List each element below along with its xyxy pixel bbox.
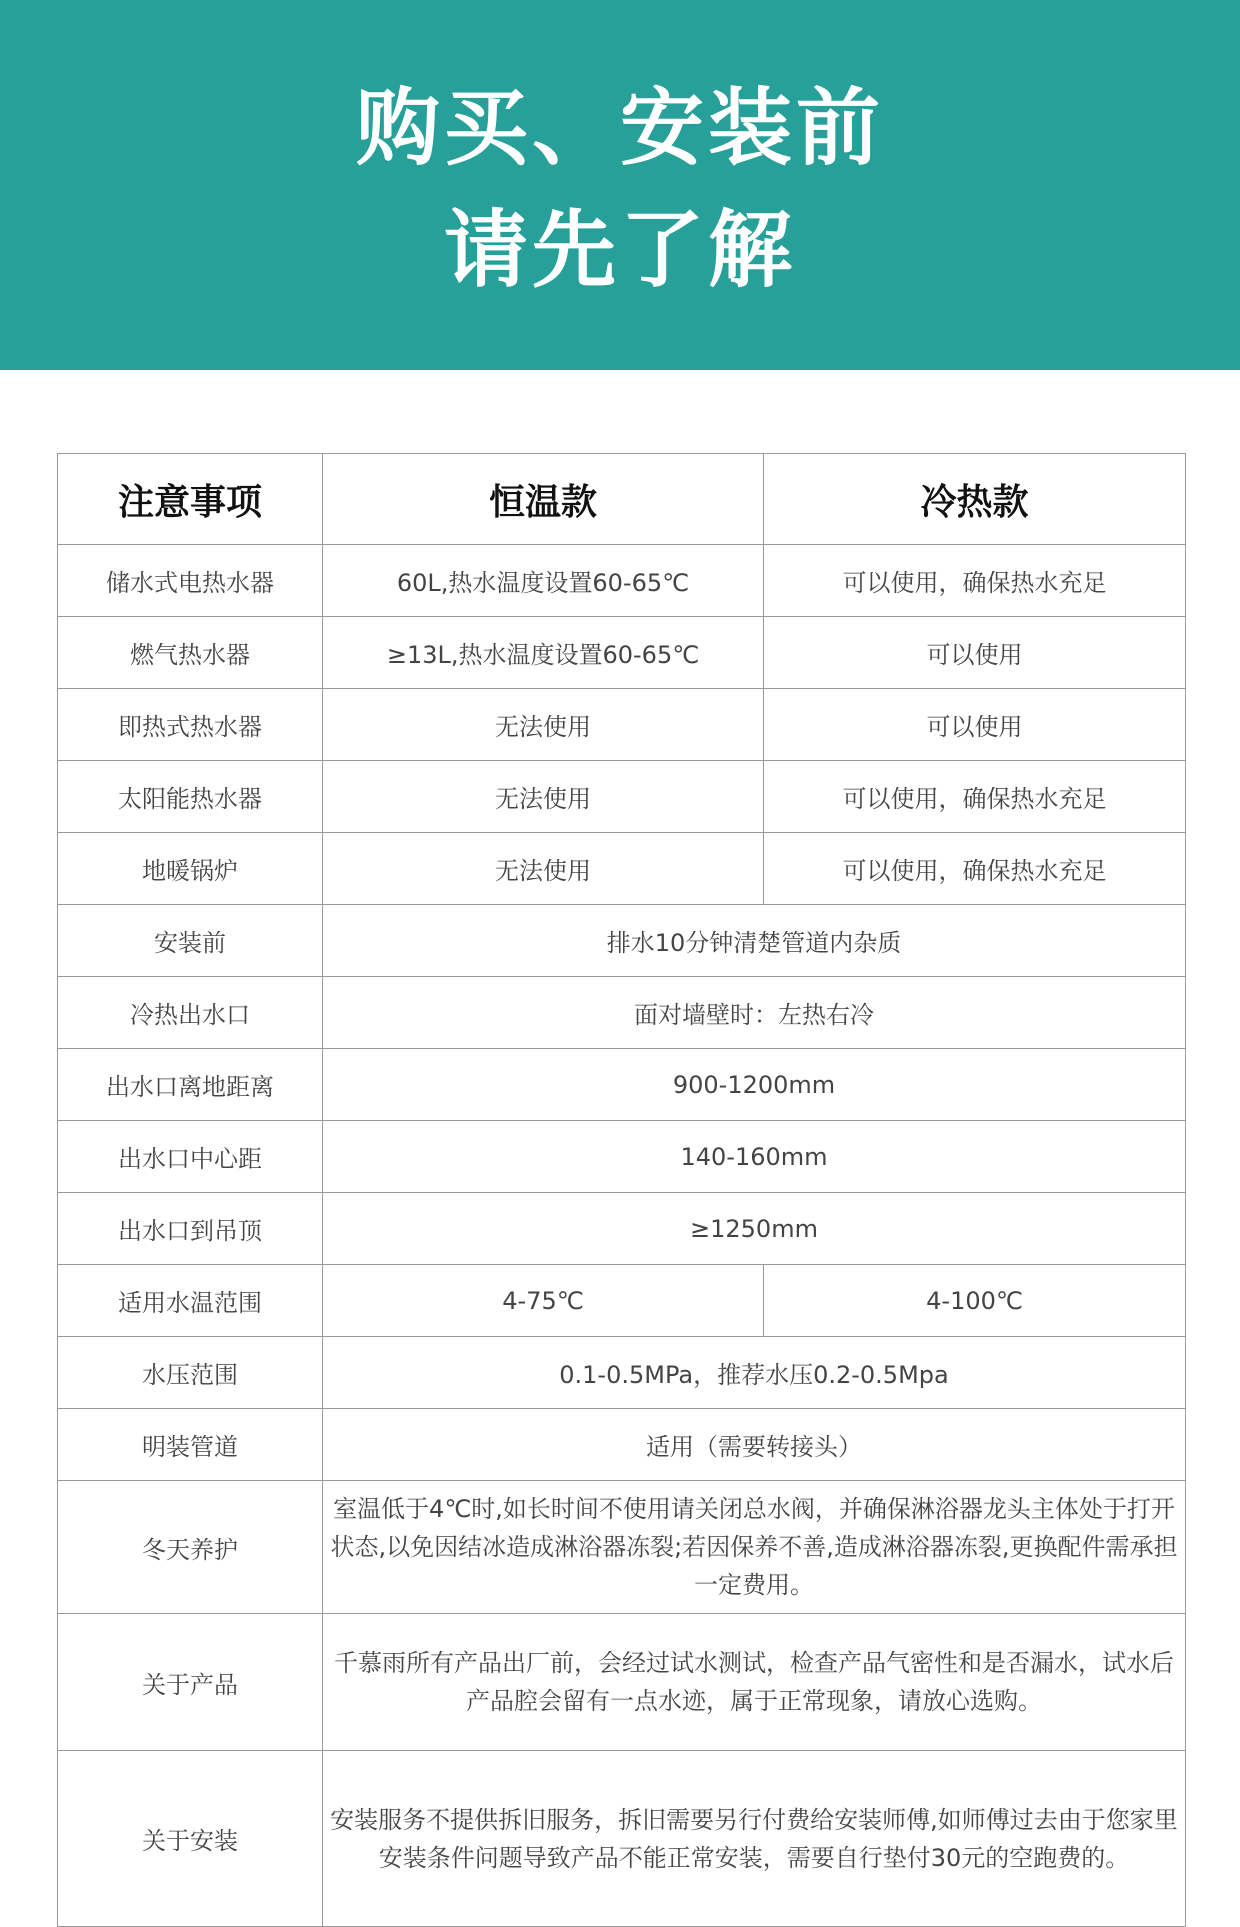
row-label: 明装管道 <box>58 1409 323 1481</box>
row-cell-thermostatic: 4-75℃ <box>323 1265 764 1337</box>
table-row <box>58 1193 1186 1265</box>
row-cell-thermostatic: 无法使用 <box>323 689 764 761</box>
row-cell-hot-cold: 可以使用 <box>764 617 1186 689</box>
row-label: 安装前 <box>58 905 323 977</box>
header-banner <box>0 0 1240 370</box>
row-cell-merged: ≥1250mm <box>323 1193 1186 1265</box>
table-row <box>58 833 1186 905</box>
row-cell-hot-cold: 可以使用，确保热水充足 <box>764 833 1186 905</box>
row-cell-thermostatic: 无法使用 <box>323 833 764 905</box>
row-label: 冷热出水口 <box>58 977 323 1049</box>
header-notes: 注意事项 <box>58 454 323 545</box>
row-cell-paragraph: 安装服务不提供拆旧服务，拆旧需要另行付费给安装师傅,如师傅过去由于您家里安装条件问题导致产品不能正常安装，需要自行垫付30元的空跑费的。 <box>323 1751 1186 1927</box>
row-cell-merged: 面对墙壁时：左热右冷 <box>323 977 1186 1049</box>
row-cell-hot-cold: 可以使用 <box>764 689 1186 761</box>
table-row <box>58 1481 1186 1614</box>
table-row <box>58 1049 1186 1121</box>
table-row <box>58 1751 1186 1927</box>
row-label: 太阳能热水器 <box>58 761 323 833</box>
spec-table <box>57 453 1186 1927</box>
row-cell-merged: 0.1-0.5MPa，推荐水压0.2-0.5Mpa <box>323 1337 1186 1409</box>
row-cell-thermostatic: 60L,热水温度设置60-65℃ <box>323 545 764 617</box>
table-row <box>58 761 1186 833</box>
row-label: 即热式热水器 <box>58 689 323 761</box>
row-cell-hot-cold: 可以使用，确保热水充足 <box>764 545 1186 617</box>
row-cell-merged: 900-1200mm <box>323 1049 1186 1121</box>
table-row <box>58 689 1186 761</box>
header-title-line2: 请先了解 <box>443 201 796 299</box>
row-label: 出水口到吊顶 <box>58 1193 323 1265</box>
row-cell-paragraph: 室温低于4℃时,如长时间不使用请关闭总水阀，并确保淋浴器龙头主体处于打开状态,以免因结冰造成淋浴器冻裂;若因保养不善,造成淋浴器冻裂,更换配件需承担一定费用。 <box>323 1481 1186 1614</box>
row-label: 冬天养护 <box>58 1481 323 1614</box>
table-row <box>58 617 1186 689</box>
row-cell-thermostatic: 无法使用 <box>323 761 764 833</box>
row-label: 储水式电热水器 <box>58 545 323 617</box>
table-header-row <box>58 454 1186 545</box>
row-cell-merged: 140-160mm <box>323 1121 1186 1193</box>
row-label: 适用水温范围 <box>58 1265 323 1337</box>
table-row <box>58 1409 1186 1481</box>
row-label: 出水口中心距 <box>58 1121 323 1193</box>
row-cell-thermostatic: ≥13L,热水温度设置60-65℃ <box>323 617 764 689</box>
row-cell-merged: 适用（需要转接头） <box>323 1409 1186 1481</box>
table-row <box>58 977 1186 1049</box>
table-row <box>58 1121 1186 1193</box>
row-label: 出水口离地距离 <box>58 1049 323 1121</box>
header-hot-cold: 冷热款 <box>764 454 1186 545</box>
row-label: 关于产品 <box>58 1614 323 1751</box>
table-row <box>58 1337 1186 1409</box>
header-title-line1: 购买、安装前 <box>355 79 884 177</box>
table-row <box>58 1614 1186 1751</box>
table-row <box>58 1265 1186 1337</box>
row-cell-merged: 排水10分钟清楚管道内杂质 <box>323 905 1186 977</box>
row-cell-hot-cold: 4-100℃ <box>764 1265 1186 1337</box>
row-label: 燃气热水器 <box>58 617 323 689</box>
row-label: 水压范围 <box>58 1337 323 1409</box>
row-cell-hot-cold: 可以使用，确保热水充足 <box>764 761 1186 833</box>
header-thermostatic: 恒温款 <box>323 454 764 545</box>
table-row <box>58 545 1186 617</box>
row-label: 关于安装 <box>58 1751 323 1927</box>
table-row <box>58 905 1186 977</box>
row-label: 地暖锅炉 <box>58 833 323 905</box>
row-cell-paragraph: 千慕雨所有产品出厂前，会经过试水测试，检查产品气密性和是否漏水，试水后产品腔会留有一点水迹，属于正常现象，请放心选购。 <box>323 1614 1186 1751</box>
